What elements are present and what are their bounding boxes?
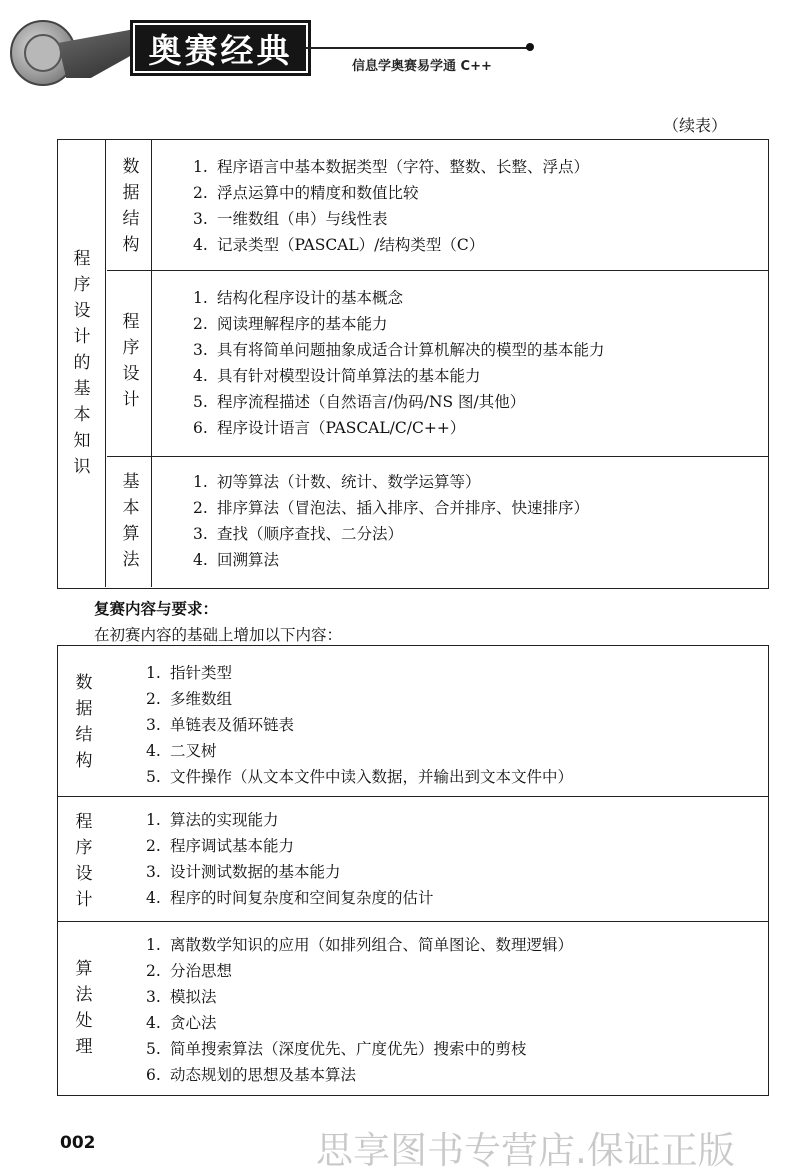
- list-item: [193, 154, 589, 180]
- table-row: [107, 457, 768, 587]
- label-char: 识: [73, 457, 91, 477]
- row-category-label: [119, 154, 143, 258]
- list-item: [146, 1036, 573, 1062]
- item-number: 5.: [146, 768, 161, 786]
- item-number: 3.: [146, 716, 161, 734]
- item-number: 2.: [193, 315, 208, 333]
- item-number: 4.: [146, 742, 161, 760]
- item-text: 回溯算法: [217, 551, 280, 569]
- list-item: [146, 1062, 573, 1088]
- column-divider: [151, 271, 152, 456]
- item-number: 2.: [193, 184, 208, 202]
- page-number: 002: [60, 1133, 96, 1153]
- label-char: 本: [122, 498, 140, 518]
- label-char: 的: [73, 353, 91, 373]
- item-text: 贪心法: [170, 1014, 217, 1032]
- item-text: 单链表及循环链表: [170, 716, 295, 734]
- item-text: 程序调试基本能力: [170, 837, 295, 855]
- item-number: 4.: [193, 551, 208, 569]
- label-char: 理: [75, 1037, 93, 1057]
- item-number: 2.: [193, 499, 208, 517]
- item-text: 记录类型（PASCAL）/结构类型（C）: [217, 236, 485, 254]
- list-item: [146, 807, 434, 833]
- list-item: [193, 337, 605, 363]
- row-category-label: [72, 956, 96, 1060]
- item-number: 4.: [146, 889, 161, 907]
- list-item: [146, 932, 573, 958]
- list-item: [193, 389, 605, 415]
- item-list: [146, 807, 434, 911]
- label-char: 结: [122, 209, 140, 229]
- final-round-table: [57, 645, 769, 1096]
- item-text: 一维数组（串）与线性表: [217, 210, 388, 228]
- list-item: [193, 180, 589, 206]
- label-char: 数: [75, 673, 93, 693]
- item-number: 1.: [193, 473, 208, 491]
- item-number: 3.: [193, 341, 208, 359]
- row-category-label: [119, 469, 143, 573]
- item-number: 3.: [193, 210, 208, 228]
- item-number: 6.: [146, 1066, 161, 1084]
- item-list: [146, 660, 573, 790]
- item-text: 具有将简单问题抽象成适合计算机解决的模型的基本能力: [217, 341, 605, 359]
- row-category-label: [72, 809, 96, 913]
- item-number: 1.: [146, 811, 161, 829]
- item-text: 简单搜索算法（深度优先、广度优先）搜索中的剪枝: [170, 1040, 527, 1058]
- list-item: [193, 469, 589, 495]
- list-item: [193, 285, 605, 311]
- label-char: 基: [73, 379, 91, 399]
- item-text: 指针类型: [170, 664, 233, 682]
- label-char: 计: [75, 890, 93, 910]
- brand-text: 奥赛经典: [148, 30, 293, 70]
- table-row: [58, 646, 768, 797]
- item-number: 2.: [146, 962, 161, 980]
- list-item: [193, 363, 605, 389]
- label-char: 处: [75, 1011, 93, 1031]
- label-char: 构: [75, 751, 93, 771]
- item-list: [193, 154, 589, 258]
- item-text: 离散数学知识的应用（如排列组合、简单图论、数理逻辑）: [170, 936, 574, 954]
- label-char: 据: [122, 183, 140, 203]
- item-number: 4.: [193, 367, 208, 385]
- label-char: 序: [73, 275, 91, 295]
- item-number: 4.: [193, 236, 208, 254]
- store-watermark: 思享图书专营店.保证正版: [316, 1129, 735, 1172]
- header-dot: [526, 43, 534, 51]
- label-char: 序: [75, 838, 93, 858]
- label-char: 算: [122, 524, 140, 544]
- item-number: 3.: [193, 525, 208, 543]
- list-item: [193, 232, 589, 258]
- item-number: 1.: [193, 289, 208, 307]
- item-number: 5.: [193, 393, 208, 411]
- item-text: 阅读理解程序的基本能力: [217, 315, 388, 333]
- row-category-label: [72, 670, 96, 774]
- list-item: [146, 885, 434, 911]
- column-divider: [151, 457, 152, 587]
- list-item: [146, 764, 573, 790]
- list-item: [146, 660, 573, 686]
- book-subtitle: 信息学奥赛易学通 C++: [352, 59, 492, 74]
- list-item: [146, 859, 434, 885]
- item-number: 2.: [146, 690, 161, 708]
- item-text: 模拟法: [170, 988, 217, 1006]
- item-text: 算法的实现能力: [170, 811, 279, 829]
- table-row: [107, 271, 768, 457]
- label-char: 数: [122, 157, 140, 177]
- item-number: 1.: [146, 936, 161, 954]
- item-text: 文件操作（从文本文件中读入数据，并输出到文本文件中）: [170, 768, 574, 786]
- label-char: 设: [122, 364, 140, 384]
- item-text: 浮点运算中的精度和数值比较: [217, 184, 419, 202]
- item-text: 结构化程序设计的基本概念: [217, 289, 404, 307]
- label-char: 程: [122, 312, 140, 332]
- label-char: 法: [122, 550, 140, 570]
- table-row: [58, 922, 768, 1094]
- main-category-label: [70, 246, 94, 480]
- item-text: 程序设计语言（PASCAL/C/C++）: [217, 419, 466, 437]
- item-list: [193, 285, 605, 441]
- list-item: [193, 415, 605, 441]
- item-list: [193, 469, 589, 573]
- label-char: 结: [75, 725, 93, 745]
- continued-label: （续表）: [663, 116, 728, 135]
- row-category-label: [119, 309, 143, 413]
- item-number: 1.: [193, 158, 208, 176]
- item-text: 初等算法（计数、统计、数学运算等）: [217, 473, 481, 491]
- table-row: [107, 140, 768, 271]
- item-number: 6.: [193, 419, 208, 437]
- item-text: 具有针对模型设计简单算法的基本能力: [217, 367, 481, 385]
- list-item: [193, 495, 589, 521]
- item-text: 程序流程描述（自然语言/伪码/NS 图/其他）: [217, 393, 526, 411]
- label-char: 基: [122, 472, 140, 492]
- section-title: 复赛内容与要求：: [94, 600, 219, 618]
- item-number: 5.: [146, 1040, 161, 1058]
- header-rule: [305, 47, 529, 49]
- label-char: 法: [75, 985, 93, 1005]
- label-char: 程: [75, 812, 93, 832]
- item-number: 3.: [146, 863, 161, 881]
- list-item: [193, 547, 589, 573]
- label-char: 序: [122, 338, 140, 358]
- list-item: [146, 738, 573, 764]
- column-divider: [151, 140, 152, 270]
- item-text: 查找（顺序查找、二分法）: [217, 525, 404, 543]
- item-text: 动态规划的思想及基本算法: [170, 1066, 357, 1084]
- section-description: 在初赛内容的基础上增加以下内容：: [94, 626, 343, 644]
- list-item: [146, 984, 573, 1010]
- list-item: [193, 311, 605, 337]
- basic-knowledge-table: [57, 139, 769, 589]
- list-item: [193, 521, 589, 547]
- list-item: [146, 833, 434, 859]
- item-text: 设计测试数据的基本能力: [170, 863, 341, 881]
- list-item: [146, 686, 573, 712]
- list-item: [146, 712, 573, 738]
- list-item: [146, 958, 573, 984]
- item-number: 3.: [146, 988, 161, 1006]
- item-text: 程序语言中基本数据类型（字符、整数、长整、浮点）: [217, 158, 590, 176]
- table-row: [58, 797, 768, 922]
- label-char: 本: [73, 405, 91, 425]
- list-item: [193, 206, 589, 232]
- page-header: [0, 0, 790, 100]
- label-char: 计: [122, 390, 140, 410]
- item-text: 二叉树: [170, 742, 217, 760]
- label-char: 设: [73, 301, 91, 321]
- item-text: 程序的时间复杂度和空间复杂度的估计: [170, 889, 434, 907]
- list-item: [146, 1010, 573, 1036]
- label-char: 据: [75, 699, 93, 719]
- item-number: 4.: [146, 1014, 161, 1032]
- label-char: 设: [75, 864, 93, 884]
- item-number: 1.: [146, 664, 161, 682]
- label-char: 计: [73, 327, 91, 347]
- item-text: 排序算法（冒泡法、插入排序、合并排序、快速排序）: [217, 499, 590, 517]
- item-text: 分治思想: [170, 962, 233, 980]
- label-char: 构: [122, 235, 140, 255]
- main-label-cell: [58, 140, 106, 587]
- label-char: 知: [73, 431, 91, 451]
- brand-logo: [130, 20, 311, 76]
- label-char: 程: [73, 249, 91, 269]
- item-number: 2.: [146, 837, 161, 855]
- label-char: 算: [75, 959, 93, 979]
- item-text: 多维数组: [170, 690, 233, 708]
- item-list: [146, 932, 573, 1088]
